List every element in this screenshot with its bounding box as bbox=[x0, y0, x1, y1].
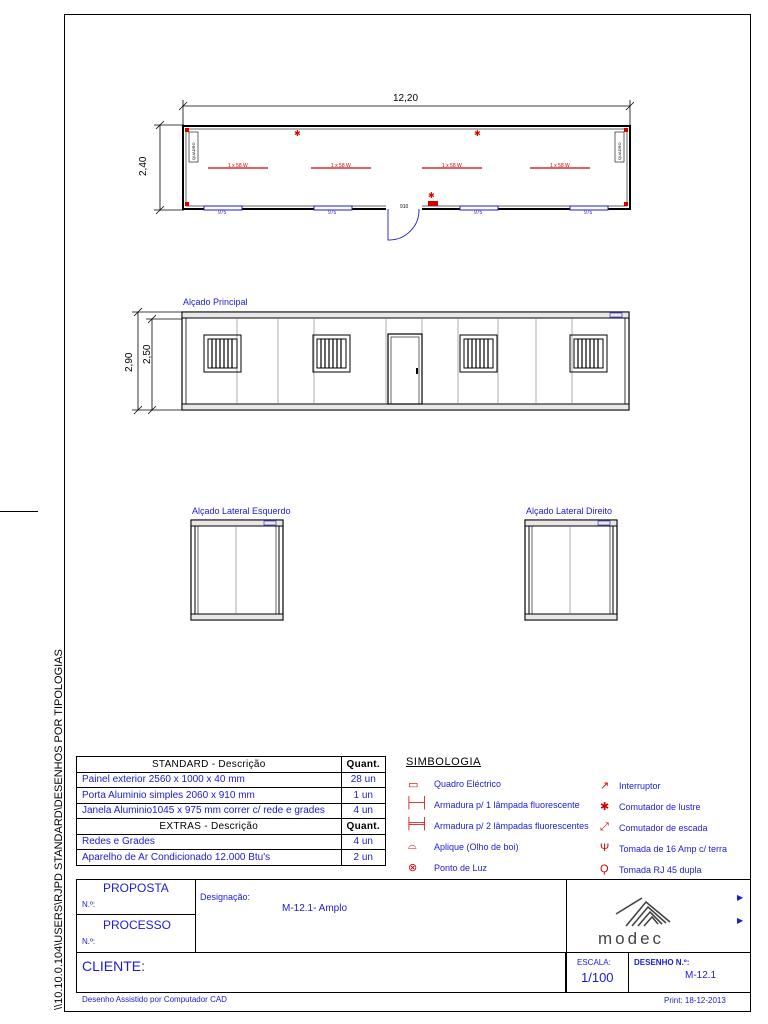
legend-label: Tomada RJ 45 dupla bbox=[619, 865, 702, 875]
svg-text:✱: ✱ bbox=[294, 129, 301, 138]
legend-label: Ponto de Luz bbox=[434, 863, 488, 873]
table-row bbox=[77, 803, 386, 819]
legend-label: Tomada de 16 Amp c/ terra bbox=[619, 844, 728, 854]
item-description: Painel exterior 2560 x 1000 x 40 mm bbox=[77, 772, 342, 788]
item-quantity: 4 un bbox=[341, 803, 385, 819]
legend-label: Armadura p/ 1 lâmpada fluorescente bbox=[434, 800, 580, 810]
legend-label: Comutador de escada bbox=[619, 823, 708, 833]
legend-label: Quadro Eléctrico bbox=[434, 779, 502, 789]
double-fluorescent-icon: ╞═╡ bbox=[405, 818, 429, 830]
table-row bbox=[77, 834, 386, 850]
main-elevation-drawing bbox=[120, 300, 640, 430]
cliente-cell bbox=[76, 952, 566, 993]
legend-label: Comutador de lustre bbox=[619, 802, 701, 812]
window-label: 975 bbox=[218, 210, 227, 216]
company-logo bbox=[596, 892, 720, 948]
cad-note: Desenho Assistido por Computador CAD bbox=[82, 995, 227, 1004]
chandelier-switch-icon: ✱ bbox=[600, 801, 610, 813]
switch-icon: ↗ bbox=[600, 780, 610, 792]
left-elevation-drawing bbox=[190, 518, 286, 624]
socket-icon: Ψ bbox=[600, 842, 610, 854]
lamp-label: 1 x 58 W bbox=[228, 163, 248, 169]
elevation-inner-height-dimension: 2,50 bbox=[142, 344, 153, 364]
legend-label: Aplique (Olho de boi) bbox=[434, 842, 519, 852]
right-elevation-drawing bbox=[524, 518, 620, 624]
item-quantity: 1 un bbox=[341, 788, 385, 804]
plan-width-dimension: 12,20 bbox=[393, 93, 419, 104]
proposta-number-label: N.º: bbox=[82, 900, 96, 909]
processo-number-label: N.º: bbox=[82, 937, 96, 946]
left-elevation-title: Alçado Lateral Esquerdo bbox=[192, 506, 291, 516]
svg-text:✱: ✱ bbox=[474, 129, 481, 138]
escala-label: ESCALA: bbox=[577, 958, 611, 967]
panel-label-left: QUADRO bbox=[191, 142, 196, 160]
item-quantity: 28 un bbox=[341, 772, 385, 788]
item-quantity: 4 un bbox=[341, 834, 385, 850]
elevation-outer-height-dimension: 2,90 bbox=[124, 352, 135, 372]
window-label: 975 bbox=[328, 210, 337, 216]
legend-label: Interruptor bbox=[619, 781, 661, 791]
processo-label: PROCESSO bbox=[103, 918, 172, 932]
extras-header-row bbox=[77, 819, 386, 835]
materials-table bbox=[76, 756, 386, 866]
lamp-label: 1 x 58 W bbox=[442, 163, 462, 169]
window-label: 975 bbox=[584, 210, 593, 216]
cliente-label: CLIENTE: bbox=[82, 958, 146, 974]
item-quantity: 2 un bbox=[341, 850, 385, 866]
light-point-icon: ⊗ bbox=[408, 862, 418, 874]
window-label: 975 bbox=[474, 210, 483, 216]
proposta-label: PROPOSTA bbox=[103, 881, 169, 895]
item-description: Janela Aluminio1045 x 975 mm correr c/ rede e grades bbox=[77, 803, 342, 819]
lamp-label: 1 x 58 W bbox=[331, 163, 351, 169]
arrow-right-icon: ▶ bbox=[737, 893, 744, 902]
svg-text:✱: ✱ bbox=[428, 191, 435, 200]
table-row bbox=[77, 788, 386, 804]
margin-tick bbox=[0, 511, 38, 512]
door-label: 910 bbox=[400, 204, 409, 210]
desenho-value: M-12.1 bbox=[685, 970, 717, 981]
quantity-header: Quant. bbox=[341, 819, 385, 835]
table-row bbox=[77, 850, 386, 866]
designacao-value: M-12.1- Amplo bbox=[282, 903, 348, 914]
single-fluorescent-icon: ├─┤ bbox=[405, 797, 429, 809]
extras-header: EXTRAS - Descrição bbox=[77, 819, 342, 835]
wall-light-icon: ⌓ bbox=[408, 840, 417, 852]
desenho-label: DESENHO N.º: bbox=[634, 958, 690, 967]
item-description: Porta Aluminio simples 2060 x 910 mm bbox=[77, 788, 342, 804]
plan-depth-dimension: 2,40 bbox=[138, 156, 149, 176]
logo-wordmark: modec bbox=[598, 929, 665, 948]
rj45-socket-icon: Ϙ bbox=[600, 863, 609, 875]
item-description: Redes e Grades bbox=[77, 834, 342, 850]
item-description: Aparelho de Ar Condicionado 12.000 Btu's bbox=[77, 850, 342, 866]
panel-label-right: QUADRO bbox=[617, 142, 622, 160]
legend-label: Armadura p/ 2 lâmpadas fluorescentes bbox=[434, 821, 589, 831]
stair-switch-icon: ⤢ bbox=[600, 821, 609, 833]
main-elevation-title: Alçado Principal bbox=[183, 297, 248, 307]
electrical-panel-icon: ▭ bbox=[408, 779, 419, 791]
standard-header: STANDARD - Descrição bbox=[77, 757, 342, 773]
legend-title: SIMBOLOGIA bbox=[406, 756, 482, 768]
file-path-label: \\10.10.0.104\USERS\RJPD STANDARD\DESENHOS POR TIPOLOGIAS bbox=[53, 649, 65, 1010]
arrow-right-icon: ▶ bbox=[737, 916, 744, 925]
lamp-label: 1 x 58 W bbox=[550, 163, 570, 169]
right-elevation-title: Alçado Lateral Direito bbox=[526, 506, 613, 516]
table-row bbox=[77, 772, 386, 788]
standard-header-row bbox=[77, 757, 386, 773]
print-date: Print: 18-12-2013 bbox=[664, 996, 726, 1005]
quantity-header: Quant. bbox=[341, 757, 385, 773]
escala-value: 1/100 bbox=[581, 970, 614, 985]
designacao-label: Designação: bbox=[200, 892, 251, 902]
